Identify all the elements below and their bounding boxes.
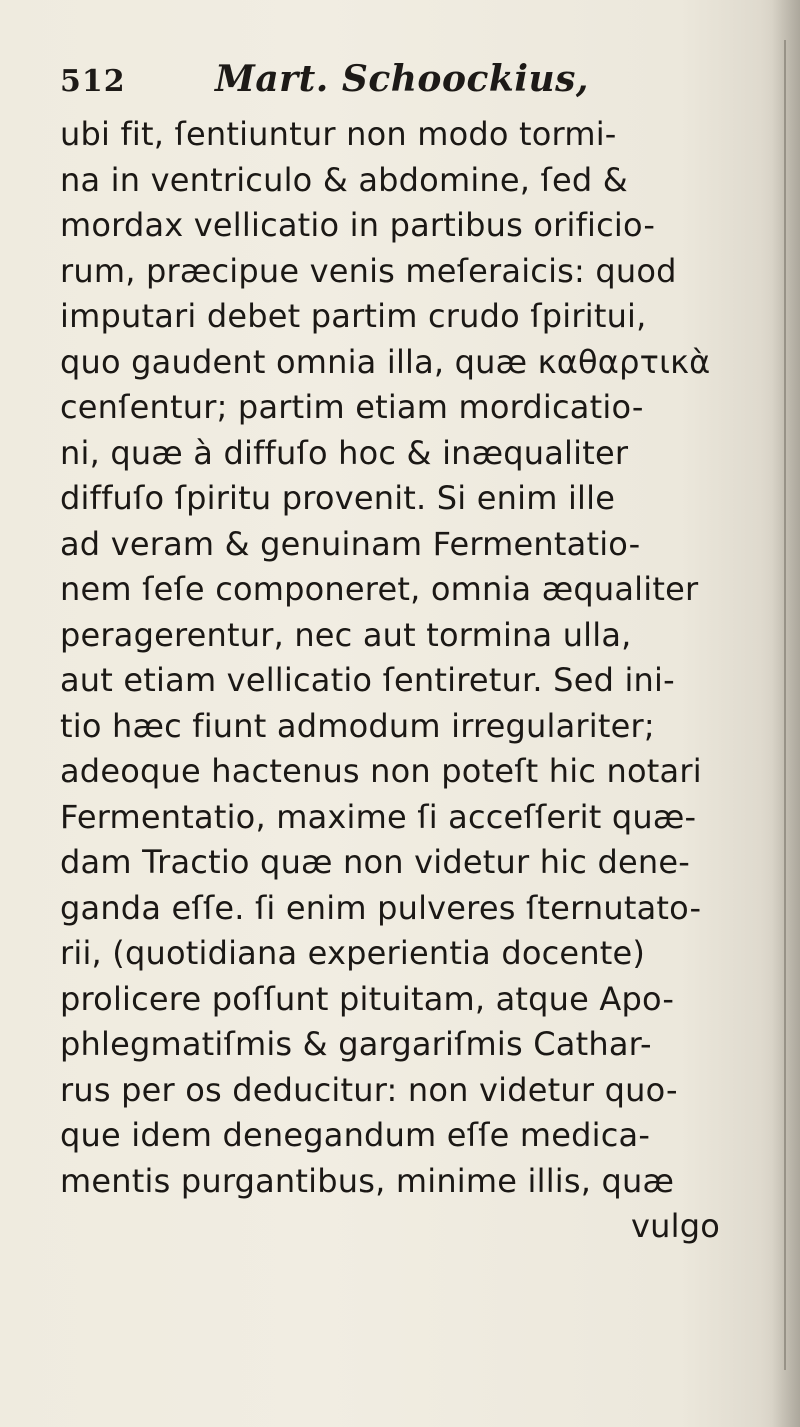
page-edge-line [784,40,786,1370]
text-line: mentis purgantibus, minime illis, quæ [60,1161,675,1200]
text-line: imputari debet partim crudo ſpiritui, [60,297,647,335]
text-line: peragerentur, nec aut tormina ulla, [60,615,632,654]
text-line: rii, (quotidiana experientia docente) [60,934,646,972]
text-line: quo gaudent omnia illa, quæ καθαρτικὰ [60,342,711,381]
text-line: Fermentatio, maxime ſi acceſſerit quæ- [60,797,697,836]
body-text [60,112,760,1250]
text-line: phlegmatiſmis & gargariſmis Cathar- [60,1025,652,1063]
text-line: adeoque hactenus non poteſt hic notari [60,752,702,790]
text-line: diffuſo ſpiritu provenit. Si enim ille [60,479,616,517]
text-line: rus per os deducitur: non videtur quo- [60,1070,678,1109]
text-line: na in ventriculo & abdomine, ſed & [60,160,628,199]
text-line: prolicere poſſunt pituitam, atque Apo- [60,979,675,1018]
running-head: Mart. Schoockius, [215,58,589,100]
text-line: aut etiam vellicatio ſentiretur. Sed ini- [60,661,675,699]
text-line: que idem denegandum eſſe medica- [60,1116,651,1154]
text-line: nem ſeſe componeret, omnia æqualiter [60,570,699,608]
page-header [60,52,740,108]
text-line: rum, præcipue venis meſeraicis: quod [60,251,677,290]
text-line: ganda eſſe. ſi enim pulveres ſternutato- [60,888,702,927]
text-line: dam Tractio quæ non videtur hic dene- [60,843,690,881]
text-line: tio hæc fiunt admodum irregulariter; [60,706,655,745]
catchword: vulgo [631,1207,720,1245]
text-line: ubi fit, ſentiuntur non modo tormi- [60,115,617,153]
text-line: ad veram & genuinam Fermentatio- [60,524,641,563]
text-line: ni, quæ à diffuſo hoc & inæqualiter [60,433,629,472]
text-line: mordax vellicatio in partibus orificio- [60,206,656,244]
page-number: 512 [60,64,126,99]
text-line: cenſentur; partim etiam mordicatio- [60,388,644,426]
page-edge-shadow [772,0,800,1427]
